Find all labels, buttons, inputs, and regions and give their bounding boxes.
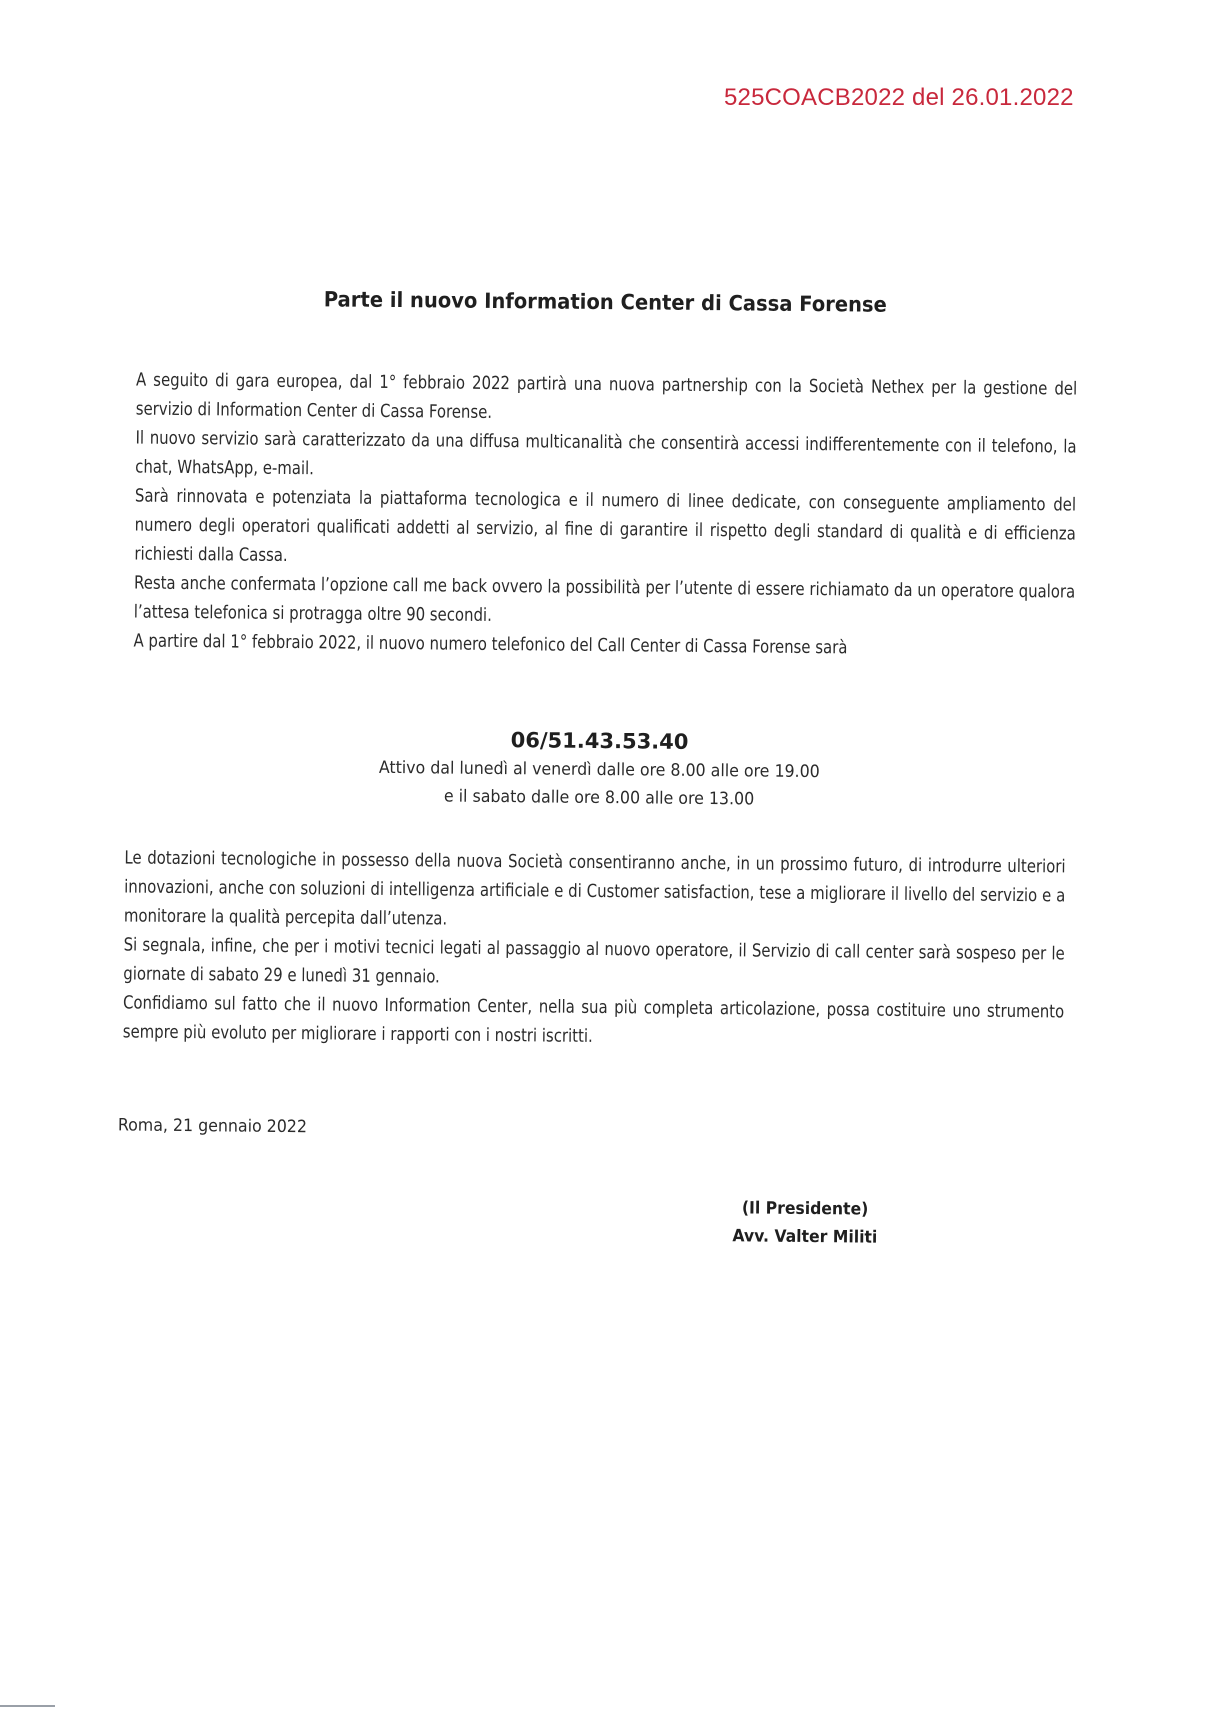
call-center-info (299, 723, 900, 815)
hours-saturday: e il sabato dalle ore 8.00 alle ore 13.00 (443, 786, 755, 810)
paragraph-confidence: Confidiamo sul fatto che il nuovo Information Center, nella sua più completa articolazione, possa costituire uno strumento sempre più evoluto per migliorare i rapporti con i nostri iscritti. (122, 992, 1065, 1047)
signature-block (695, 1194, 916, 1252)
hours-weekdays: Attivo dal lunedì al venerdì dalle ore 8.00 alle ore 19.00 (378, 757, 820, 783)
document-title: Parte il nuovo Information Center di Cassa Forense (323, 287, 887, 317)
signature-role: (Il Presidente) (741, 1198, 869, 1220)
protocol-stamp: 525COACB2022 del 26.01.2022 (724, 84, 1074, 111)
paragraph-innovations: Le dotazioni tecnologiche in possesso della nuova Società consentiranno anche, in un prossimo futuro, di introdurre ulteriori innovazioni, anche con soluzioni di intelligenza artificiale e di Customer satisfaction, tese a migliorare il livello del servizio e a monitorare la qualità percepita dall’utenza. (123, 847, 1066, 930)
intro-section (133, 366, 1078, 665)
paragraph-partnership: A seguito di gara europea, dal 1° febbraio 2022 partirà una nuova partnership con la Società Nethex per la gestione del servizio di Information Center di Cassa Forense. (135, 369, 1078, 423)
paragraph-call-me-back: Resta anche confermata l’opzione call me back ovvero la possibilità per l’utente di essere richiamato da un operatore qualora l’attesa telefonica si protragga oltre 90 secondi. (133, 572, 1076, 626)
place-date: Roma, 21 gennaio 2022 (117, 1115, 308, 1138)
signature-name: Avv. Valter Militi (732, 1226, 878, 1248)
paragraph-multichannel: Il nuovo servizio sarà caratterizzato da una diffusa multicanalità che consentirà accessi indifferentemente con il telefono, la chat, WhatsApp, e-mail. (135, 427, 1077, 480)
paragraph-platform: Sarà rinnovata e potenziata la piattaforma tecnologica e il numero di linee dedicate, con conseguente ampliamento del numero degli operatori qualificati addetti al servizio, al fine di garantire il rispetto degli standard di qualità e di efficienza richiesti dalla Cassa. (134, 485, 1077, 566)
paragraph-suspension: Si segnala, infine, che per i motivi tecnici legati al passaggio al nuovo operatore, il Servizio di call center sarà sospeso per le giornate di sabato 29 e lunedì 31 gennaio. (123, 934, 1065, 988)
phone-number: 06/51.43.53.40 (510, 728, 689, 754)
closing-section (123, 843, 1067, 1055)
paragraph-new-number-intro: A partire dal 1° febbraio 2022, il nuovo numero telefonico del Call Center di Cassa Forense sarà (133, 630, 848, 659)
